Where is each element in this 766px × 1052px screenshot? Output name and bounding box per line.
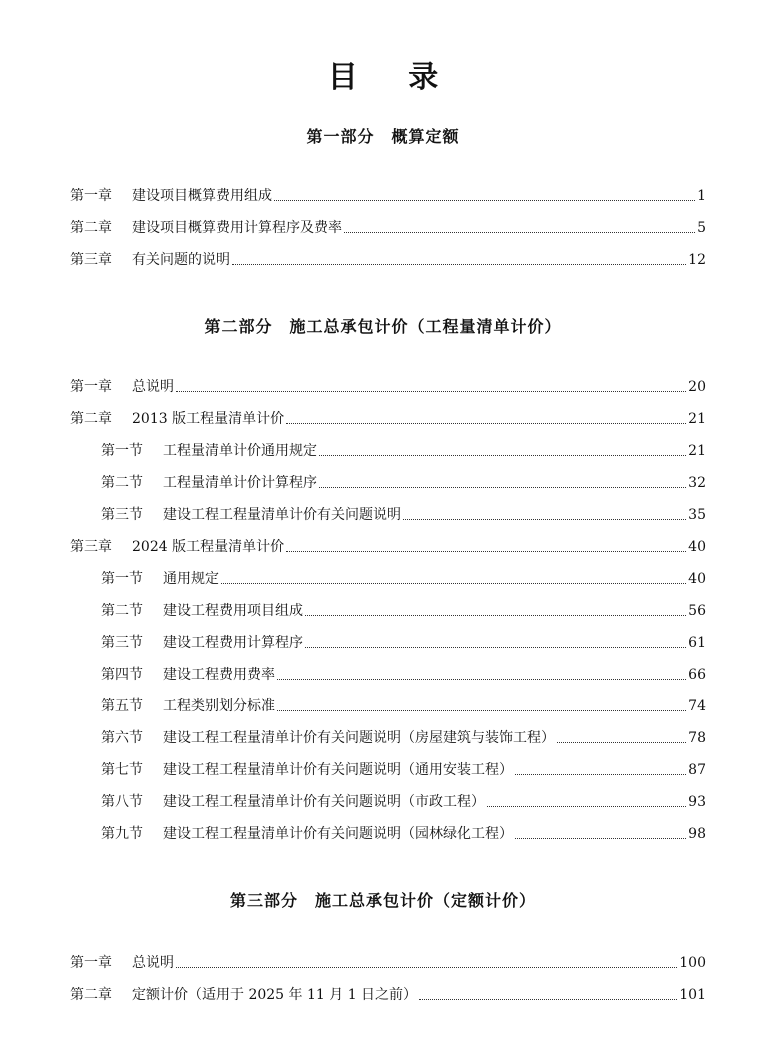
toc-entry[interactable] bbox=[70, 951, 706, 973]
toc-text: 建设项目概算费用计算程序及费率 bbox=[132, 220, 342, 236]
leader-dots bbox=[232, 264, 686, 265]
leader-dots bbox=[344, 232, 695, 233]
toc-label: 第七节 bbox=[101, 762, 143, 778]
toc-page: 40 bbox=[688, 539, 706, 555]
leader-dots bbox=[286, 423, 686, 424]
toc-label: 第二章 bbox=[70, 220, 112, 236]
toc-label: 第五节 bbox=[101, 698, 143, 714]
toc-page: 74 bbox=[688, 698, 706, 714]
page-title: 目 录 bbox=[327, 60, 459, 95]
toc-page: 21 bbox=[688, 443, 706, 459]
toc-text: 建设工程工程量清单计价有关问题说明（房屋建筑与装饰工程） bbox=[163, 730, 555, 746]
toc-entry[interactable] bbox=[101, 663, 706, 685]
toc-page: 93 bbox=[688, 794, 706, 810]
toc-page: 87 bbox=[688, 762, 706, 778]
toc-entry[interactable] bbox=[101, 599, 706, 621]
toc-label: 第三章 bbox=[70, 252, 112, 268]
toc-page: 40 bbox=[688, 571, 706, 587]
toc-page: 32 bbox=[688, 475, 706, 491]
toc-text: 总说明 bbox=[132, 379, 174, 395]
toc-entry[interactable] bbox=[70, 248, 706, 270]
toc-entry[interactable] bbox=[101, 822, 706, 844]
toc-text: 有关问题的说明 bbox=[132, 252, 230, 268]
toc-text: 工程量清单计价计算程序 bbox=[163, 475, 317, 491]
toc-text: 工程量清单计价通用规定 bbox=[163, 443, 317, 459]
toc-entry[interactable] bbox=[70, 983, 706, 1005]
leader-dots bbox=[305, 615, 686, 616]
toc-label: 第三章 bbox=[70, 539, 112, 555]
toc-text: 2013 版工程量清单计价 bbox=[132, 411, 285, 427]
toc-text: 建设工程工程量清单计价有关问题说明（园林绿化工程） bbox=[163, 826, 513, 842]
toc-entry[interactable] bbox=[101, 567, 706, 589]
toc-page: 100 bbox=[679, 955, 706, 971]
leader-dots bbox=[274, 200, 695, 201]
toc-label: 第一章 bbox=[70, 188, 112, 204]
leader-dots bbox=[515, 838, 686, 839]
toc-text: 建设项目概算费用组成 bbox=[132, 188, 272, 204]
toc-page: 56 bbox=[688, 603, 706, 619]
leader-dots bbox=[403, 519, 686, 520]
toc-text: 建设工程费用计算程序 bbox=[163, 635, 303, 651]
toc-page: 101 bbox=[679, 987, 706, 1003]
leader-dots bbox=[176, 967, 677, 968]
toc-label: 第四节 bbox=[101, 667, 143, 683]
toc-text: 建设工程工程量清单计价有关问题说明（市政工程） bbox=[163, 794, 485, 810]
leader-dots bbox=[319, 455, 686, 456]
toc-entry[interactable] bbox=[101, 631, 706, 653]
toc-text: 建设工程工程量清单计价有关问题说明 bbox=[163, 507, 401, 523]
toc-text: 建设工程工程量清单计价有关问题说明（通用安装工程） bbox=[163, 762, 513, 778]
toc-label: 第二章 bbox=[70, 987, 112, 1003]
toc-entry[interactable] bbox=[101, 758, 706, 780]
toc-label: 第一章 bbox=[70, 379, 112, 395]
leader-dots bbox=[487, 806, 686, 807]
part-1-heading: 第一部分 概算定额 bbox=[306, 127, 460, 146]
toc-page: 66 bbox=[688, 667, 706, 683]
toc-label: 第八节 bbox=[101, 794, 143, 810]
leader-dots bbox=[319, 487, 686, 488]
toc-entry[interactable] bbox=[101, 790, 706, 812]
leader-dots bbox=[286, 551, 686, 552]
toc-entry[interactable] bbox=[70, 535, 706, 557]
toc-text: 工程类别划分标准 bbox=[163, 698, 275, 714]
toc-label: 第三节 bbox=[101, 507, 143, 523]
toc-text: 2024 版工程量清单计价 bbox=[132, 539, 285, 555]
toc-text: 建设工程费用费率 bbox=[163, 667, 275, 683]
leader-dots bbox=[557, 742, 686, 743]
toc-entry[interactable] bbox=[70, 375, 706, 397]
toc-page: 78 bbox=[688, 730, 706, 746]
toc-entry[interactable] bbox=[70, 407, 706, 429]
toc-label: 第二节 bbox=[101, 475, 143, 491]
leader-dots bbox=[305, 647, 686, 648]
toc-label: 第六节 bbox=[101, 730, 143, 746]
part-2-heading: 第二部分 施工总承包计价（工程量清单计价） bbox=[204, 317, 562, 336]
toc-entry[interactable] bbox=[101, 726, 706, 748]
part-3-heading: 第三部分 施工总承包计价（定额计价） bbox=[229, 891, 536, 910]
toc-page: 21 bbox=[688, 411, 706, 427]
toc-text: 定额计价（适用于 2025 年 11 月 1 日之前） bbox=[132, 987, 418, 1003]
toc-label: 第二节 bbox=[101, 603, 143, 619]
leader-dots bbox=[277, 710, 686, 711]
toc-entry[interactable] bbox=[101, 503, 706, 525]
toc-page: 98 bbox=[688, 826, 706, 842]
toc-entry[interactable] bbox=[101, 471, 706, 493]
toc-page: 61 bbox=[688, 635, 706, 651]
leader-dots bbox=[515, 774, 686, 775]
toc-label: 第一节 bbox=[101, 443, 143, 459]
toc-label: 第三节 bbox=[101, 635, 143, 651]
toc-entry[interactable] bbox=[101, 439, 706, 461]
toc-entry[interactable] bbox=[101, 694, 706, 716]
toc-text: 建设工程费用项目组成 bbox=[163, 603, 303, 619]
toc-entry[interactable] bbox=[70, 216, 706, 238]
toc-label: 第一章 bbox=[70, 955, 112, 971]
toc-text: 通用规定 bbox=[163, 571, 219, 587]
toc-page: 35 bbox=[688, 507, 706, 523]
leader-dots bbox=[221, 583, 686, 584]
toc-entry[interactable] bbox=[70, 184, 706, 206]
leader-dots bbox=[419, 999, 677, 1000]
toc-label: 第二章 bbox=[70, 411, 112, 427]
toc-label: 第一节 bbox=[101, 571, 143, 587]
toc-label: 第九节 bbox=[101, 826, 143, 842]
toc-page: 5 bbox=[697, 220, 706, 236]
toc-page: 20 bbox=[688, 379, 706, 395]
toc-page: 12 bbox=[688, 252, 706, 268]
leader-dots bbox=[176, 391, 686, 392]
toc-page: 1 bbox=[697, 188, 706, 204]
leader-dots bbox=[277, 679, 686, 680]
toc-text: 总说明 bbox=[132, 955, 174, 971]
